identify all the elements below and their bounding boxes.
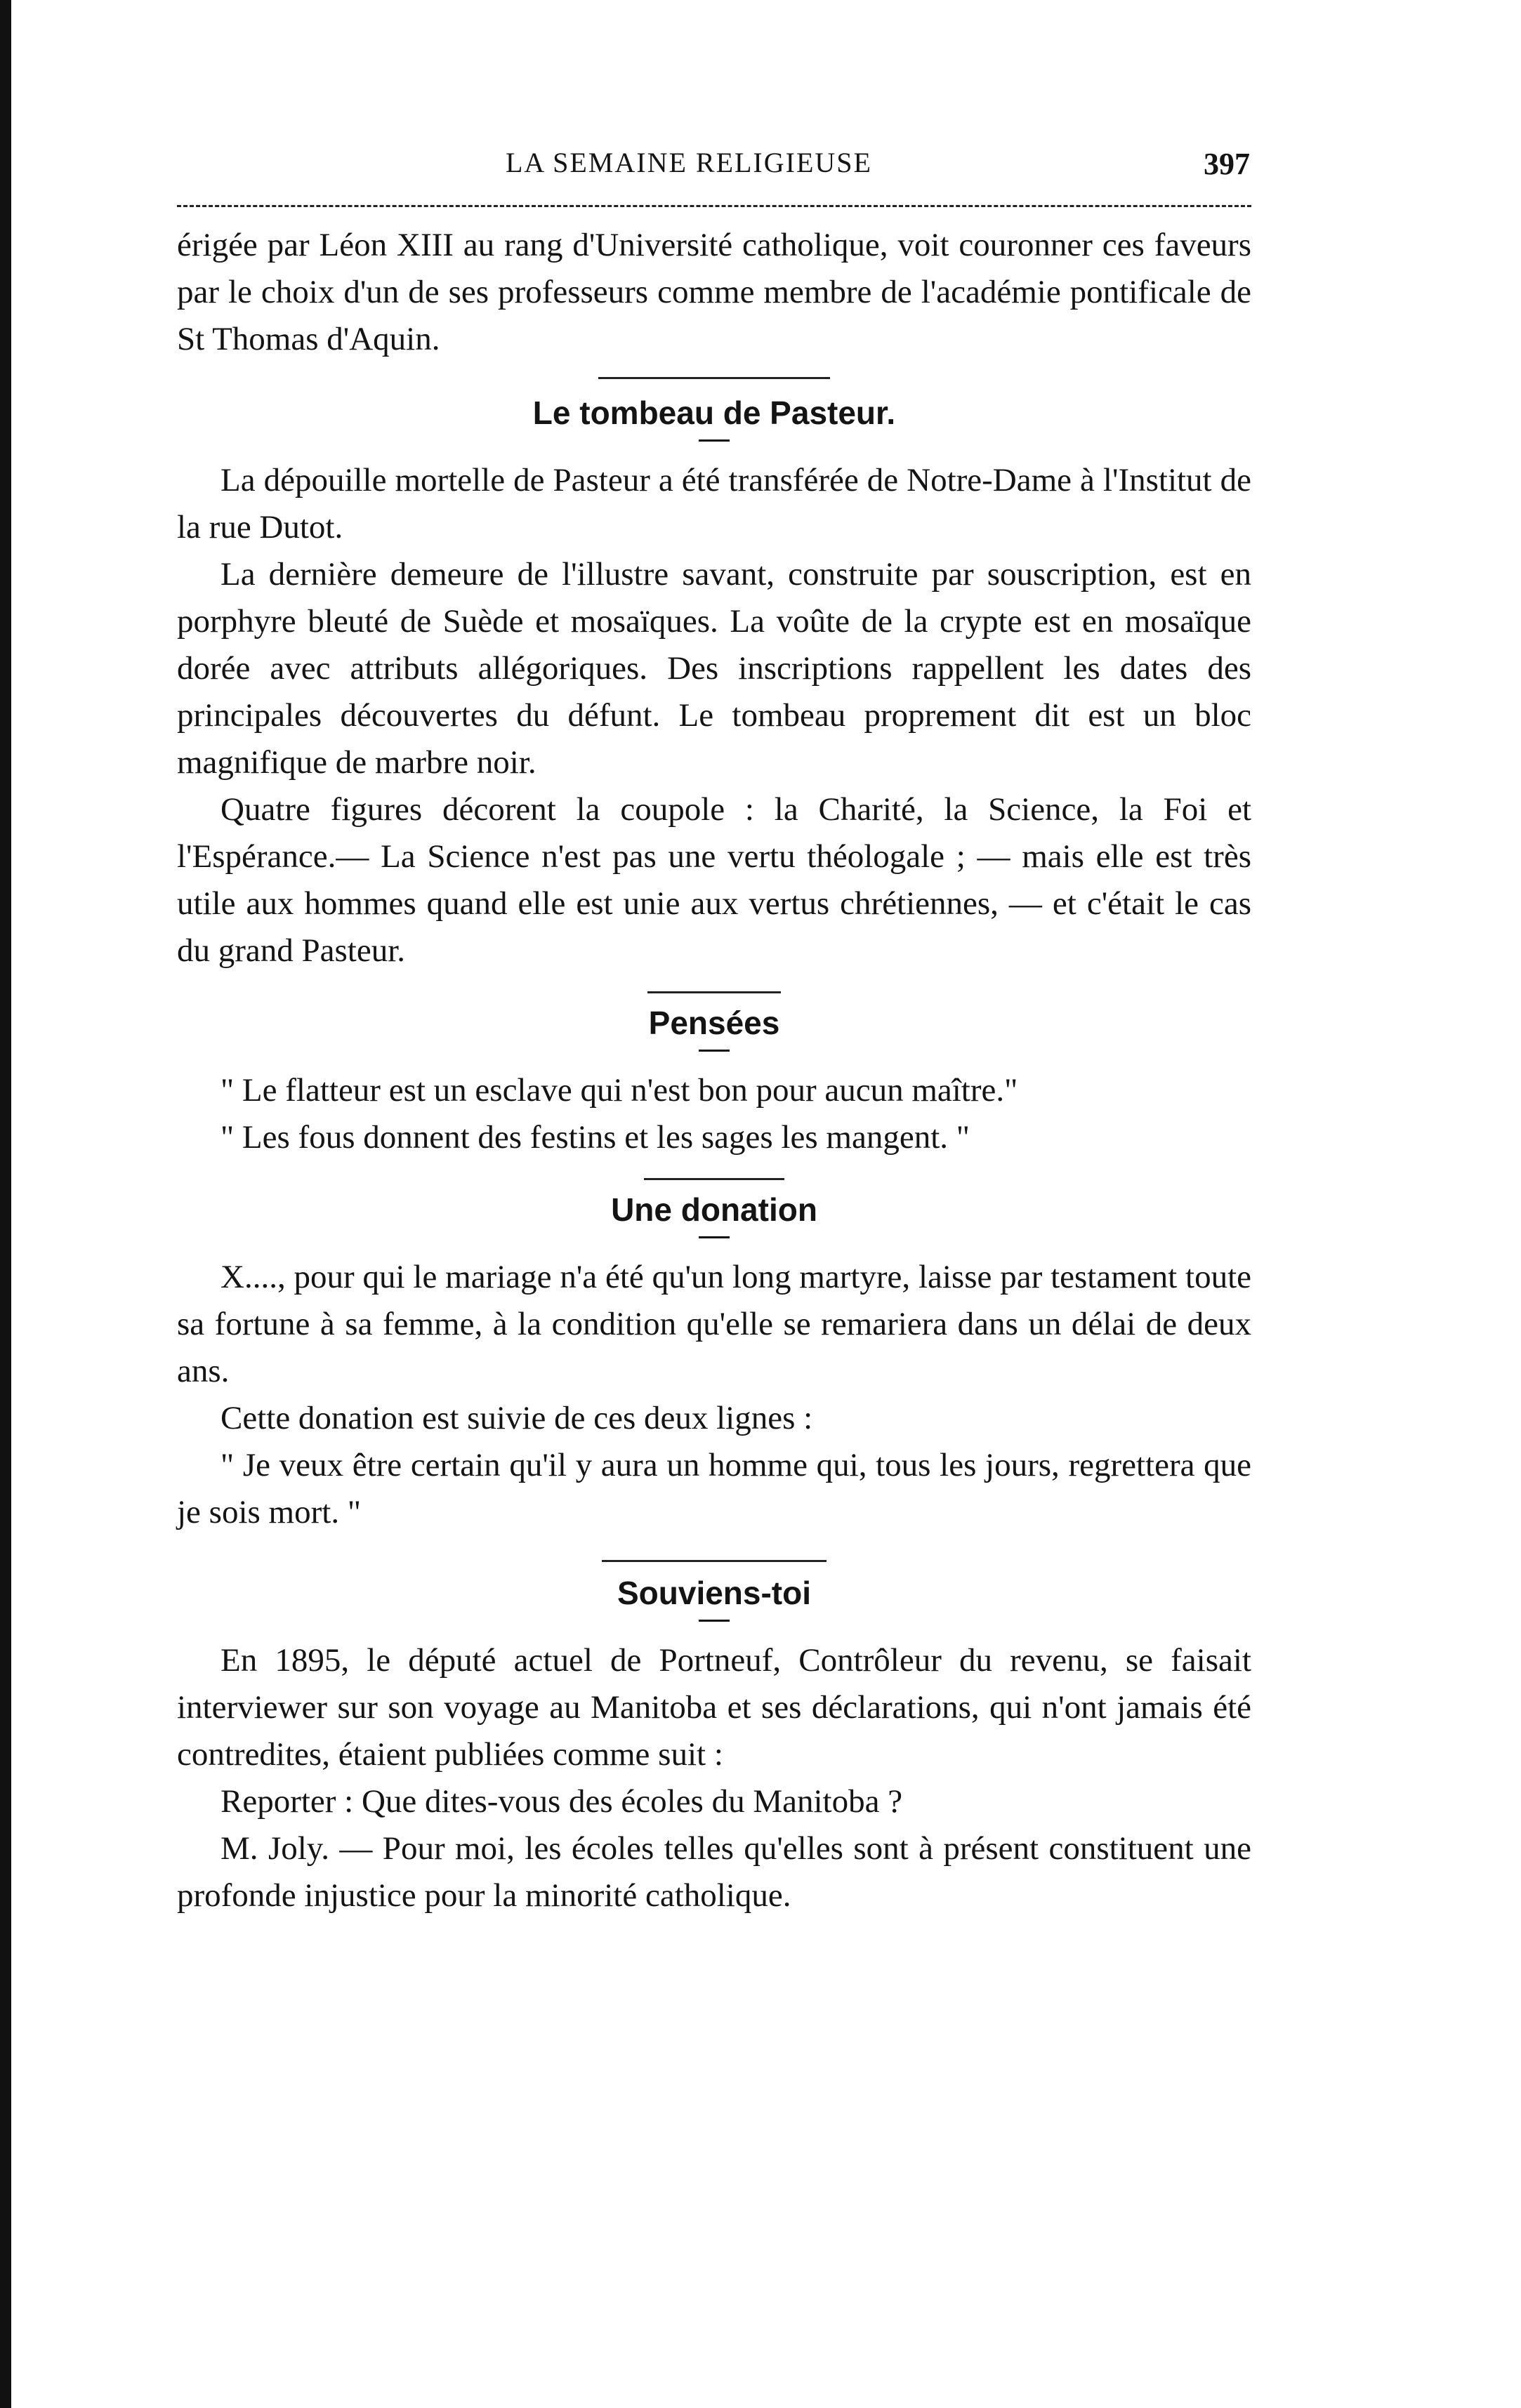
title-dash <box>699 1620 730 1622</box>
title-dash <box>699 1050 730 1052</box>
page-number: 397 <box>1204 147 1250 181</box>
paragraph: Reporter : Que dites-vous des écoles du Manitoba ? <box>220 1783 903 1820</box>
paragraph: " Le flatteur est un esclave qui n'est bon pour aucun maître." <box>220 1072 1018 1109</box>
paragraph: " Je veux être certain qu'il y aura un homme qui, tous les jours, regrettera que je sois mort. " <box>177 1447 1251 1530</box>
title-dash <box>699 1236 730 1238</box>
paragraph: Quatre figures décorent la coupole : la Charité, la Science, la Foi et l'Espérance.— La Science n'est pas une vertu théologale ; — mais elle est très utile aux hommes quand elle est unie aux vertus chrétiennes, — et c'était le cas du grand Pasteur. <box>177 791 1251 969</box>
section-title-souviens: Souviens-toi <box>617 1575 812 1611</box>
section-separator <box>644 1178 784 1180</box>
intro-paragraph: érigée par Léon XIII au rang d'Université catholique, voit couronner ces faveurs par le choix d'un de ses professeurs comme membre de l'académie pontificale de St Thomas d'Aquin. <box>177 227 1251 357</box>
running-title: LA SEMAINE RELIGIEUSE <box>506 147 872 178</box>
page-body <box>177 222 1251 1919</box>
section-separator <box>602 1560 827 1562</box>
paragraph: La dernière demeure de l'illustre savant, construite par souscription, est en porphyre bleuté de Suède et mosaïques. La voûte de la crypte est en mosaïque dorée avec attributs allégoriques. Des inscriptions rappellent les dates des principales découvertes du défunt. Le tombeau proprement dit est un bloc magnifique de marbre noir. <box>177 556 1251 781</box>
header-rule <box>177 205 1251 209</box>
binding-edge <box>0 0 11 2408</box>
paragraph: La dépouille mortelle de Pasteur a été transférée de Notre-Dame à l'Institut de la rue Dutot. <box>177 462 1251 545</box>
paragraph: Cette donation est suivie de ces deux lignes : <box>220 1400 813 1436</box>
paragraph: En 1895, le député actuel de Portneuf, Contrôleur du revenu, se faisait interviewer sur son voyage au Manitoba et ses déclarations, qui n'ont jamais été contredites, étaient publiées comme suit : <box>177 1642 1251 1773</box>
paragraph: M. Joly. — Pour moi, les écoles telles qu'elles sont à présent constituent une profonde injustice pour la minorité catholique. <box>177 1830 1251 1914</box>
section-title-pensees: Pensées <box>648 1005 780 1041</box>
section-separator <box>647 991 781 993</box>
section-separator <box>598 377 830 379</box>
section-title-pasteur: Le tombeau de Pasteur. <box>532 395 896 431</box>
paragraph: X...., pour qui le mariage n'a été qu'un long martyre, laisse par testament toute sa fortune à sa femme, à la condition qu'elle se remariera dans un délai de deux ans. <box>177 1259 1251 1389</box>
title-dash <box>699 439 730 442</box>
paragraph: " Les fous donnent des festins et les sages les mangent. " <box>220 1119 970 1156</box>
page-header <box>176 146 1250 188</box>
section-title-donation: Une donation <box>611 1191 817 1228</box>
